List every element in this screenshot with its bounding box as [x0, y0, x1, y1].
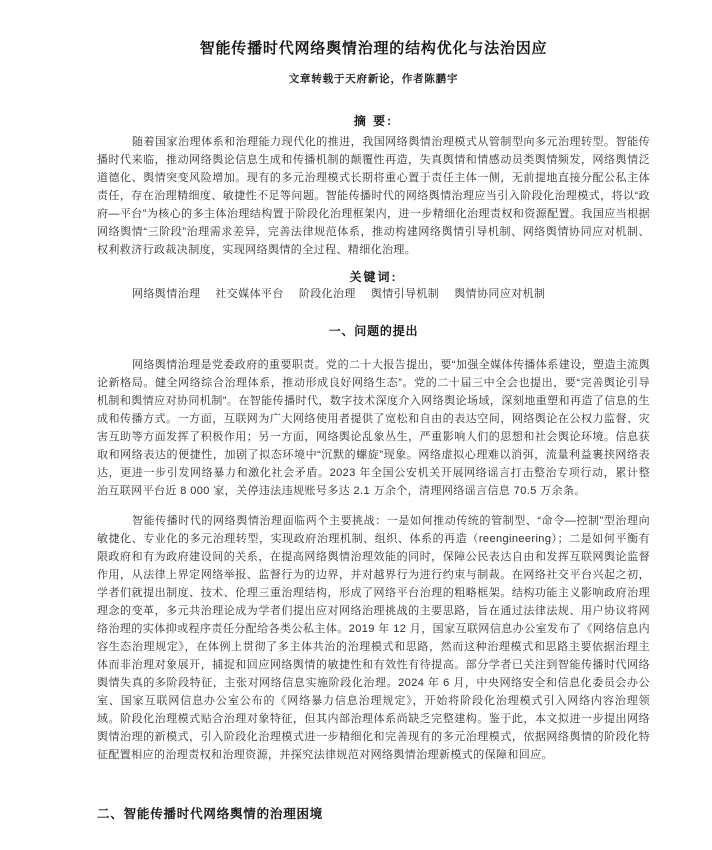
keyword-item: 网络舆情治理 — [132, 288, 201, 300]
article-source-line: 文章转载于天府新论，作者陈鹏宇 — [288, 73, 459, 85]
section-1-heading: 一、问题的提出 — [328, 324, 419, 338]
keywords-list — [97, 285, 650, 303]
article-title: 智能传播时代网络舆情治理的结构优化与法治因应 — [199, 40, 548, 57]
keyword-item: 舆情引导机制 — [370, 288, 440, 300]
keyword-item: 阶段化治理 — [298, 288, 356, 300]
section-2-heading: 二、智能传播时代网络舆情的治理困境 — [97, 807, 324, 821]
abstract-heading: 摘 要: — [353, 114, 394, 128]
section-1-paragraph-2: 智能传播时代的网络舆情治理面临两个主要挑战：一是如何推动传统的管制型、“命令—控制”型治理向敏捷化、专业化的多元治理转型，实现政府治理机制、组织、体系的再造（reengineering）；二是如何平衡有限政府和有为政府建设间的关系，在提高网络舆情治理效能的同时，保障公民表达自由和发挥互联网舆论监督作用，从法律上界定网络举报、监督行为的边界，并对越界行为进行约束与制裁。在网络社交平台兴起之初，学者们就提出制度、技术、伦理三重治理结构，形成了网络平台治理的粗略框架。结构功能主义影响政府治理理念的变革，多元共治理论成为学者们提出应对网络治理挑战的主要思路，旨在通过法律法规、用户协议将网络治理的实体抑或程序责任分配给各类公私主体。2019 年 12 月，国家互联网信息办公室发布了《网络信息内容生态治理规定》，在体例上贯彻了多主体共治的治理模式和思路，然而这种治理模式和思路主要依据治理主体而非治理对象展开，捕捉和回应网络舆情的敏捷性和有效性有待提高。部分学者已关注到智能传播时代网络舆情失真的多阶段特征，主张对网络信息实施阶段化治理。2024 年 6 月，中央网络安全和信息化委员会办公室、国家互联网信息办公室公布的《网络暴力信息治理规定》，开始将阶段化治理模式引入网络内容治理领域。阶段化治理模式贴合治理对象特征，但其内部治理体系尚缺乏完整建构。鉴于此，本文拟进一步提出网络舆情治理的新模式，引入阶段化治理模式进一步精细化和完善现有的多元治理模式，依据网络舆情的阶段化特征配置相应的治理责权和治理资源，并探究法律规范对网络舆情治理新模式的保障和回应。 — [97, 515, 650, 761]
keywords-heading: 关键词: — [349, 270, 398, 284]
keyword-item: 社交媒体平台 — [215, 288, 284, 300]
keyword-item: 舆情协同应对机制 — [454, 288, 546, 300]
section-1-paragraph-1: 网络舆情治理是党委政府的重要职责。党的二十大报告提出，要“加强全媒体传播体系建设，塑造主流舆论新格局。健全网络综合治理体系，推动形成良好网络生态”。党的二十届三中全会也提出，要“完善舆论引导机制和舆情应对协同机制”。在智能传播时代，数字技术深度介入网络舆论场域，深刻地重塑和再造了信息的生成和传播方式。一方面，互联网为广大网络使用者提供了宽松和自由的表达空间，网络舆论在公权力监督、灾害互助等方面发挥了积极作用；另一方面，网络舆论乱象丛生，严重影响人们的思想和社会舆论环境。信息获取和网络表达的便捷性，加剧了拟态环境中“沉默的螺旋”现象。网络虚拟心理难以消弭，流量利益裹挟网络表达，更进一步引发网络暴力和激化社会矛盾。2023 年全国公安机关开展网络谣言打击整治专项行动，累计整治互联网平台近 8 000 家，关停违法违规账号多达 2.1 万余个，清理网络谣言信息 70.5 万余条。 — [97, 359, 650, 497]
abstract-text: 随着国家治理体系和治理能力现代化的推进，我国网络舆情治理模式从管制型向多元治理转型。智能传播时代来临，推动网络舆论信息生成和传播机制的颠覆性再造，失真舆情和情感动员类舆情频发，网络舆情泛道德化、舆情突变风险增加。现有的多元治理模式长期将重心置于责任主体一侧，无前提地直接分配公私主体责任，存在治理精细度、敏捷性不足等问题。智能传播时代的网络舆情治理应当引入阶段化治理模式，将以“政府—平台”为核心的多主体治理结构置于阶段化治理框架内，进一步精细化治理责权和资源配置。我国应当根据网络舆情“三阶段”治理需求差异，完善法律规范体系，推动构建网络舆情引导机制、网络舆情协同应对机制、权利救济行政裁决制度，实现网络舆情的全过程、精细化治理。 — [97, 136, 650, 256]
